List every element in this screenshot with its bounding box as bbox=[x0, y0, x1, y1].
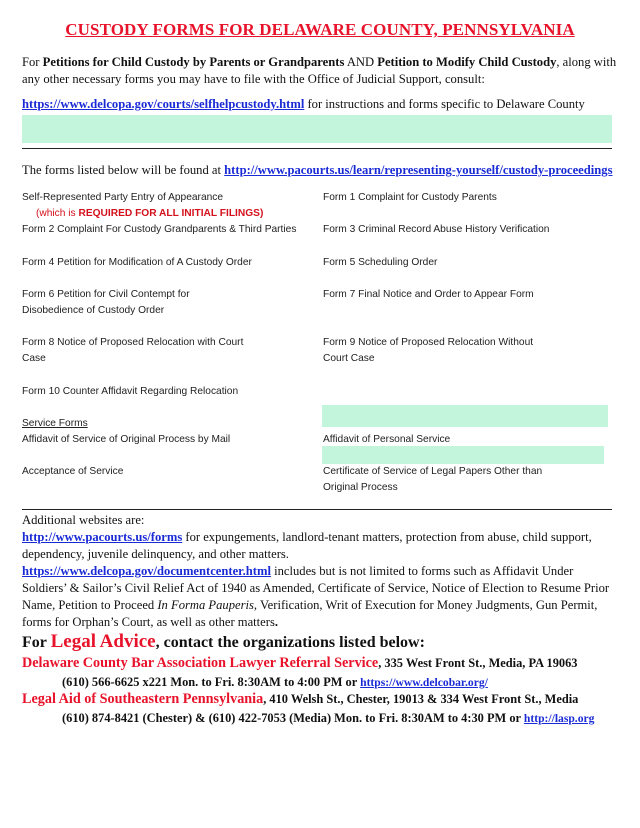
divider-bottom bbox=[22, 509, 612, 510]
self-help-link[interactable]: https://www.delcopa.gov/courts/selfhelpcustody.html bbox=[22, 97, 305, 111]
green-highlight-bar bbox=[22, 115, 612, 143]
form-9-line-2[interactable]: Court Case bbox=[323, 353, 375, 364]
intro-text-1: For bbox=[22, 55, 43, 69]
page-title: CUSTODY FORMS FOR DELAWARE COUNTY, PENNSYLVANIA bbox=[65, 20, 575, 39]
intro-bold-2: Petition to Modify Child Custody bbox=[377, 55, 557, 69]
bar-association-contact bbox=[62, 675, 488, 690]
required-note-prefix: (which is bbox=[36, 208, 79, 219]
legal-aid-address: , 410 Welsh St., Chester, 19013 & 334 West Front St., Media bbox=[263, 692, 579, 706]
intro-paragraph bbox=[22, 54, 622, 88]
forms-found-text: The forms listed below will be found at bbox=[22, 163, 225, 177]
bar-association-address: , 335 West Front St., Media, PA 19063 bbox=[378, 656, 578, 670]
pacourts-custody-link[interactable]: http://www.pacourts.us/learn/representing-yourself/custody-proceedings bbox=[224, 163, 613, 177]
self-help-line bbox=[22, 97, 585, 112]
legal-advice-heading bbox=[22, 631, 425, 653]
certificate-service-line-1[interactable]: Certificate of Service of Legal Papers Other than bbox=[323, 466, 543, 477]
affidavit-personal-service[interactable]: Affidavit of Personal Service bbox=[323, 434, 451, 445]
form-5[interactable]: Form 5 Scheduling Order bbox=[323, 257, 438, 268]
pacourts-forms-link[interactable]: http://www.pacourts.us/forms bbox=[22, 530, 183, 544]
legal-aid-line bbox=[22, 691, 578, 708]
acceptance-of-service[interactable]: Acceptance of Service bbox=[22, 466, 124, 477]
form-9-line-1[interactable]: Form 9 Notice of Proposed Relocation Without bbox=[323, 337, 534, 348]
required-note bbox=[36, 208, 263, 219]
legal-aid-name: Legal Aid of Southeastern Pennsylvania bbox=[22, 691, 264, 707]
delcobar-link[interactable]: https://www.delcobar.org/ bbox=[360, 676, 488, 689]
certificate-service-line-2[interactable]: Original Process bbox=[323, 482, 398, 493]
intro-text-3: , along with any other necessary forms you may have to file with the Office of Judicial Support, consult: bbox=[22, 55, 617, 86]
form-10[interactable]: Form 10 Counter Affidavit Regarding Relocation bbox=[22, 386, 239, 397]
document-center-paragraph bbox=[22, 563, 618, 631]
service-forms-heading: Service Forms bbox=[22, 418, 88, 429]
divider-top bbox=[22, 148, 612, 149]
document-center-italic: In Forma Pauperis bbox=[157, 598, 254, 612]
bar-association-name: Delaware County Bar Association Lawyer Referral Service bbox=[22, 655, 379, 671]
affidavit-service-mail[interactable]: Affidavit of Service of Original Process by Mail bbox=[22, 434, 231, 445]
form-7[interactable]: Form 7 Final Notice and Order to Appear Form bbox=[323, 289, 534, 300]
self-help-text: for instructions and forms specific to Delaware County bbox=[304, 97, 585, 111]
required-note-bold: REQUIRED FOR ALL INITIAL FILINGS) bbox=[78, 208, 264, 219]
document-center-link[interactable]: https://www.delcopa.gov/documentcenter.html bbox=[22, 564, 271, 578]
form-4[interactable]: Form 4 Petition for Modification of A Custody Order bbox=[22, 257, 252, 268]
form-3[interactable]: Form 3 Criminal Record Abuse History Verification bbox=[323, 224, 550, 235]
bar-association-phone: (610) 566-6625 x221 Mon. to Fri. 8:30AM to 4:00 PM or bbox=[62, 675, 361, 689]
bar-association-line bbox=[22, 655, 577, 672]
form-2[interactable]: Form 2 Complaint For Custody Grandparents & Third Parties bbox=[22, 224, 297, 235]
pacourts-forms-text: for expungements, landlord-tenant matters, protection from abuse, child support, dependency, juvenile delinquency, and other matters. bbox=[22, 530, 592, 561]
document-center-period: . bbox=[274, 615, 279, 629]
form-8-line-2[interactable]: Case bbox=[22, 353, 46, 364]
legal-advice-post: , contact the organizations listed below: bbox=[155, 634, 425, 651]
lasp-link[interactable]: http://lasp.org bbox=[523, 712, 595, 725]
forms-found-line bbox=[22, 163, 612, 178]
legal-advice-pre: For bbox=[22, 634, 51, 651]
legal-aid-phone: (610) 874-8421 (Chester) & (610) 422-7053 (Media) Mon. to Fri. 8:30AM to 4:30 PM or bbox=[62, 711, 524, 725]
form-6-line-1[interactable]: Form 6 Petition for Civil Contempt for bbox=[22, 289, 190, 300]
legal-aid-contact bbox=[62, 711, 594, 726]
additional-heading: Additional websites are: bbox=[22, 513, 145, 527]
legal-advice-big: Legal Advice bbox=[50, 631, 156, 652]
form-8-line-1[interactable]: Form 8 Notice of Proposed Relocation with Court bbox=[22, 337, 244, 348]
green-highlight-box-2 bbox=[322, 446, 604, 464]
form-6-line-2[interactable]: Disobedience of Custody Order bbox=[22, 305, 165, 316]
form-entry-of-appearance[interactable]: Self-Represented Party Entry of Appearance bbox=[22, 192, 224, 203]
pacourts-paragraph bbox=[22, 529, 618, 563]
form-1[interactable]: Form 1 Complaint for Custody Parents bbox=[323, 192, 497, 203]
green-highlight-box-1 bbox=[322, 405, 608, 427]
document-center-text-2: , Verification, Writ of Execution for Money Judgments, Gun Permit, forms for Orphan’s Court, as well as other matters bbox=[22, 598, 598, 629]
document-center-text-1: includes but is not limited to forms such as Affidavit Under Soldiers’ & Sailor’s Civil Relief Act of 1940 as Amended, Certificate of Service, Notice of Election to Resume Prior Name, Petition to Proceed bbox=[22, 564, 610, 612]
intro-text-2: AND bbox=[344, 55, 378, 69]
intro-bold-1: Petitions for Child Custody by Parents or Grandparents bbox=[42, 55, 345, 69]
